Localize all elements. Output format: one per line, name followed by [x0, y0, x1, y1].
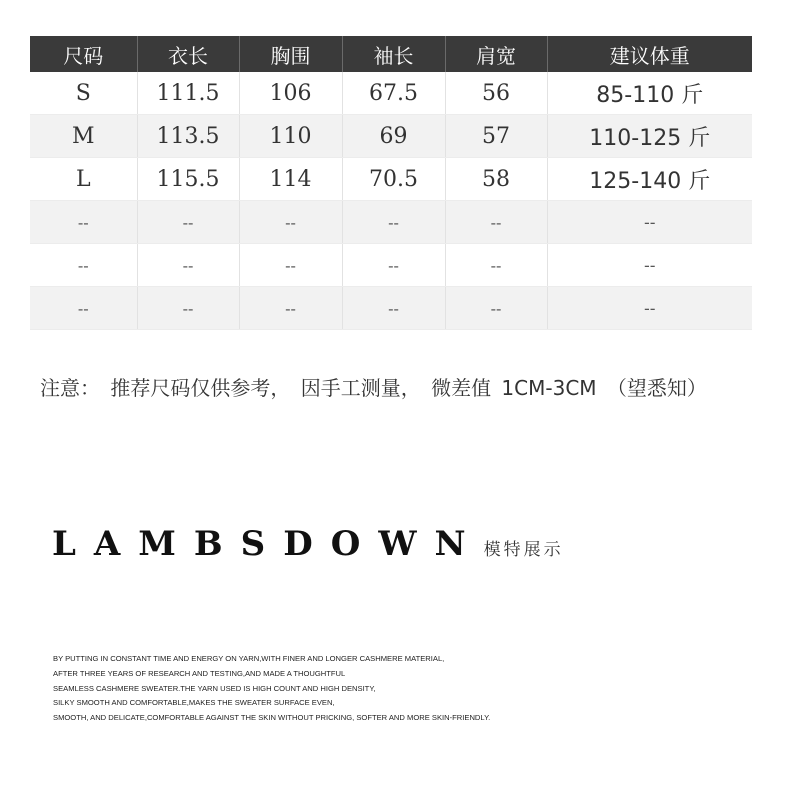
header-length: 衣长	[137, 36, 239, 72]
table-cell: --	[342, 244, 445, 287]
table-cell: --	[445, 244, 547, 287]
table-cell: 57	[445, 115, 547, 158]
table-cell: --	[30, 287, 137, 330]
table-row	[30, 201, 752, 244]
header-chest: 胸围	[239, 36, 342, 72]
table-cell: M	[30, 115, 137, 158]
table-row	[30, 244, 752, 287]
table-cell: --	[137, 244, 239, 287]
table-cell: --	[342, 287, 445, 330]
table-row	[30, 287, 752, 330]
header-shoulder: 肩宽	[445, 36, 547, 72]
table-row	[30, 115, 752, 158]
table-cell: --	[547, 201, 752, 244]
description-line: AFTER THREE YEARS OF RESEARCH AND TESTING,AND MADE A THOUGHTFUL	[53, 668, 346, 678]
table-cell: 110	[239, 115, 342, 158]
description-line: SEAMLESS CASHMERE SWEATER.THE YARN USED IS HIGH COUNT AND HIGH DENSITY,	[53, 683, 376, 693]
table-cell: --	[137, 201, 239, 244]
description-line: SILKY SMOOTH AND COMFORTABLE,MAKES THE SWEATER SURFACE EVEN,	[53, 698, 335, 708]
table-cell: 56	[445, 72, 547, 115]
table-cell: --	[239, 287, 342, 330]
table-cell: 70.5	[342, 158, 445, 201]
table-cell: 110-125 斤	[547, 115, 752, 158]
table-cell: --	[445, 287, 547, 330]
table-cell: --	[547, 244, 752, 287]
table-cell: 115.5	[137, 158, 239, 201]
size-chart-table	[30, 36, 752, 330]
table-cell: 58	[445, 158, 547, 201]
table-cell: --	[239, 201, 342, 244]
measurement-note: 注意： 推荐尺码仅供参考， 因手工测量， 微差值 1CM-3CM （望悉知）	[40, 376, 707, 400]
table-cell: 67.5	[342, 72, 445, 115]
table-cell: --	[239, 244, 342, 287]
brand-name: LAMBSDOWN	[52, 524, 484, 564]
header-size: 尺码	[30, 36, 137, 72]
table-cell: --	[547, 287, 752, 330]
table-cell: S	[30, 72, 137, 115]
table-cell: L	[30, 158, 137, 201]
table-row	[30, 72, 752, 115]
table-cell: 114	[239, 158, 342, 201]
table-cell: 106	[239, 72, 342, 115]
table-cell: 125-140 斤	[547, 158, 752, 201]
table-cell: --	[30, 201, 137, 244]
brand-heading	[52, 524, 564, 564]
table-cell: 85-110 斤	[547, 72, 752, 115]
table-cell: --	[137, 287, 239, 330]
header-weight: 建议体重	[547, 36, 752, 72]
header-sleeve: 袖长	[342, 36, 445, 72]
table-cell: --	[445, 201, 547, 244]
table-header-row	[30, 36, 752, 72]
description-line: SMOOTH, AND DELICATE,COMFORTABLE AGAINST THE SKIN WITHOUT PRICKING, SOFTER AND MORE SKIN-FRIENDLY.	[53, 713, 491, 723]
table-row	[30, 158, 752, 201]
table-cell: 111.5	[137, 72, 239, 115]
table-cell: 69	[342, 115, 445, 158]
table-cell: --	[342, 201, 445, 244]
product-description	[53, 652, 490, 726]
description-line: BY PUTTING IN CONSTANT TIME AND ENERGY ON YARN,WITH FINER AND LONGER CASHMERE MATERIAL,	[53, 654, 445, 663]
brand-subtitle: 模特展示	[483, 540, 564, 560]
table-cell: --	[30, 244, 137, 287]
table-cell: 113.5	[137, 115, 239, 158]
